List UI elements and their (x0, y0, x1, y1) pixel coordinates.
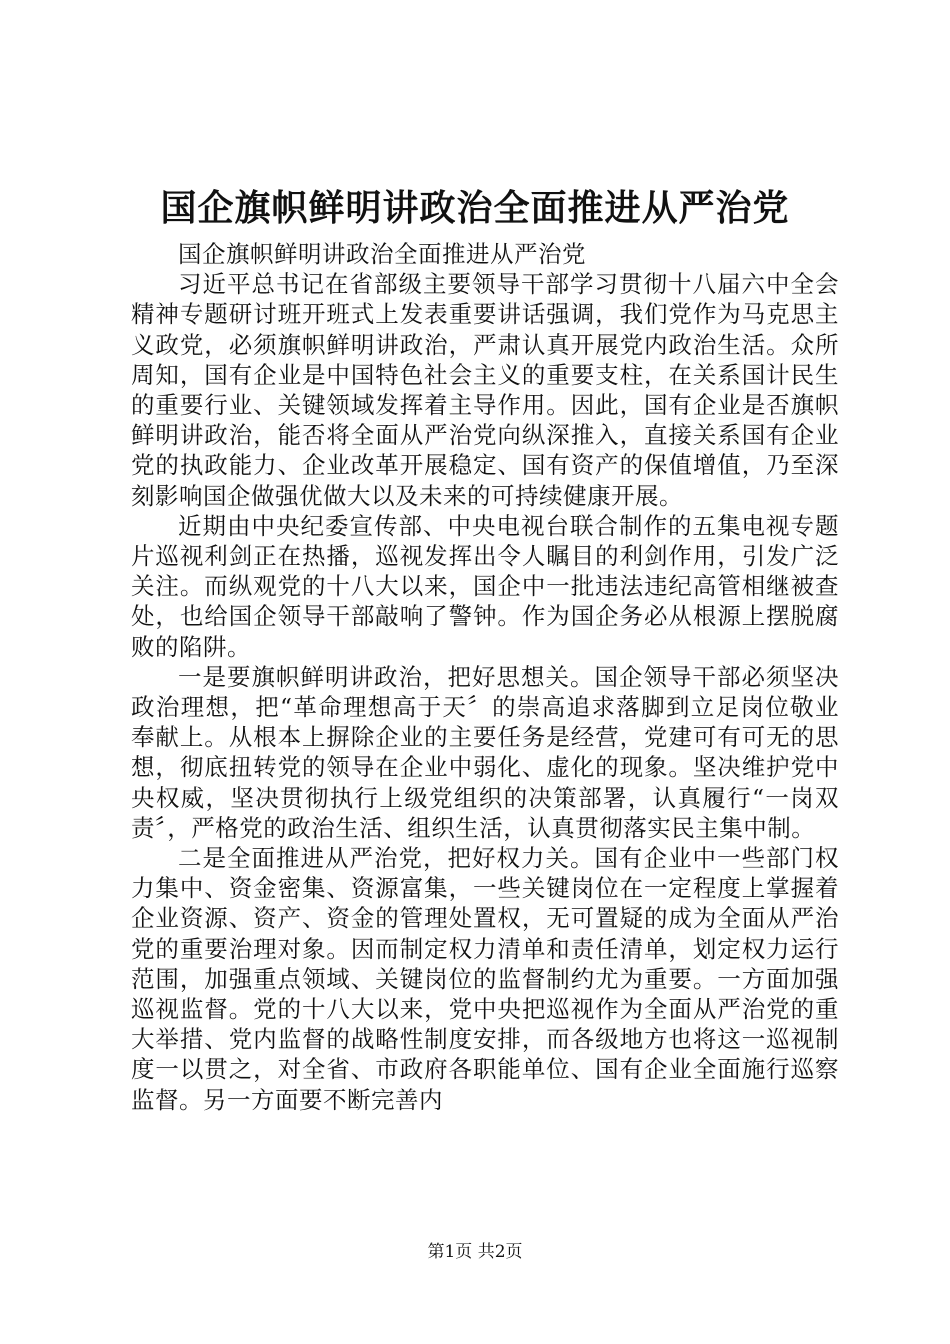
paragraph-subtitle: 国企旗帜鲜明讲政治全面推进从严治党 (178, 240, 586, 268)
document-title: 国企旗帜鲜明讲政治全面推进从严治党 (160, 187, 790, 229)
paragraph-intro: 习近平总书记在省部级主要领导干部学习贯彻十八届六中全会精神专题研讨班开班式上发表重要讲话强调，我们党作为马克思主义政党，必须旗帜鲜明讲政治，严肃认真开展党内政治生活。众所周知，国有企业是中国特色社会主义的重要支柱，在关系国计民生的重要行业、关键领域发挥着主导作用。因此，国有企业是否旗帜鲜明讲政治，能否将全面从严治党向纵深推入，直接关系国有企业党的执政能力、企业改革开展稳定、国有资产的保值增值，乃至深刻影响国企做强优做大以及未来的可持续健康开展。 (131, 270, 839, 510)
paragraph-point-one: 一是要旗帜鲜明讲政治，把好思想关。国企领导干部必须坚决政治理想，把“革命理想高于天〞的崇高追求落脚到立足岗位敬业奉献上。从根本上摒除企业的主要任务是经营，党建可有可无的思想，彻底扭转党的领导在企业中弱化、虚化的现象。坚决维护党中央权威，坚决贯彻执行上级党组织的决策部署，认真履行“一岗双责〞，严格党的政治生活、组织生活，认真贯彻落实民主集中制。 (131, 662, 839, 842)
paragraph-inspection: 近期由中央纪委宣传部、中央电视台联合制作的五集电视专题片巡视利剑正在热播，巡视发挥出令人瞩目的利剑作用，引发广泛关注。而纵观党的十八大以来，国企中一批违法违纪高管相继被查处，也给国企领导干部敲响了警钟。作为国企务必从根源上摆脱腐败的陷阱。 (131, 511, 839, 661)
page-number: 第1页 共2页 (427, 1242, 523, 1262)
paragraph-point-two: 二是全面推进从严治党，把好权力关。国有企业中一些部门权力集中、资金密集、资源富集，一些关键岗位在一定程度上掌握着企业资源、资产、资金的管理处置权，无可置疑的成为全面从严治党的重要治理对象。因而制定权力清单和责任清单，划定权力运行范围，加强重点领域、关键岗位的监督制约尤为重要。一方面加强巡视监督。党的十八大以来，党中央把巡视作为全面从严治党的重大举措、党内监督的战略性制度安排，而各级地方也将这一巡视制度一以贯之，对全省、市政府各职能单位、国有企业全面施行巡察监督。另一方面要不断完善内 (131, 844, 839, 1114)
document-body (131, 239, 839, 1115)
